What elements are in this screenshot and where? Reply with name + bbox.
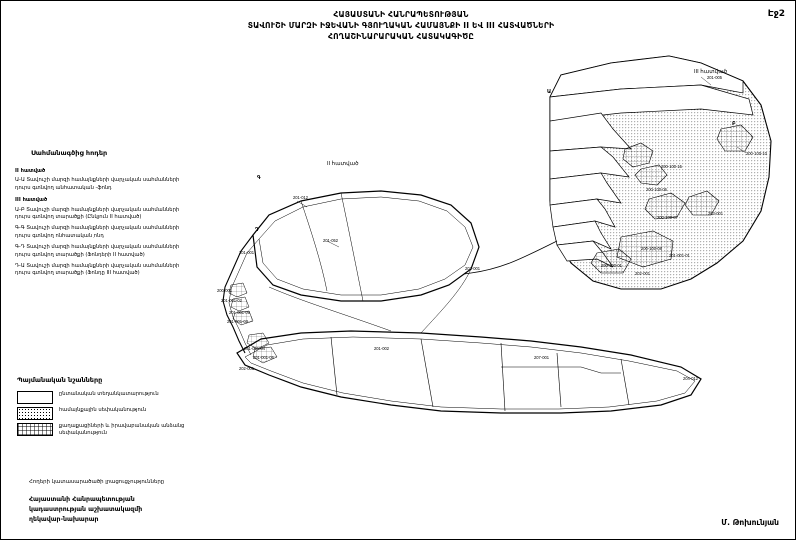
legend-symbol-label: քաղաքացիների և իրավաբանական անձանց սեփականություն bbox=[59, 423, 185, 437]
title-line-1: ՀԱՅԱUՏԱՆԻ ՀԱՆՐԱՊԵՏՈՒԹՅԱՆ bbox=[333, 10, 469, 19]
parcel-label: 201-001-02 bbox=[221, 298, 242, 303]
border-mark-a: Ա bbox=[547, 89, 552, 95]
parcel-label: 200-100-10 bbox=[746, 151, 767, 156]
swatch-state-property-icon bbox=[17, 391, 53, 404]
sheet-number: Էջ2 bbox=[767, 9, 785, 19]
footer-note: Հողերի կատասարածածի լրացուցչությունները bbox=[29, 479, 165, 485]
legend-symbol-label: ընտանական տեղանկատարություն bbox=[59, 391, 159, 397]
parcel-label: 202-001 bbox=[635, 271, 651, 276]
parcel-label: 201-001-09 bbox=[229, 310, 250, 315]
footer-org-line-2: կադաստրության աշխատակազմի bbox=[29, 506, 143, 513]
legend-entry: Ա-Բ Տավուշի մարզի համայնքների վարչական սահմանների դուրս գտնվող տարածքի (Ընկյուն II հատված) bbox=[15, 206, 180, 221]
title-line-3: ՀՈՂԱՇԻՆԱՐԱՐԱԿԱՆ ՀԱՏԱԿԱԳԻԾԸ bbox=[328, 32, 474, 41]
parcel-label: 201-001 bbox=[239, 250, 255, 255]
symbols-legend-title: Պայմանական նշանները bbox=[17, 376, 103, 384]
parcel-label: 201-001-03 bbox=[227, 319, 248, 324]
parcel-label: 201-001-06 bbox=[253, 355, 274, 360]
legend-symbol-row bbox=[17, 423, 227, 437]
zone-label-3: III հատված bbox=[694, 69, 728, 75]
parcel-label: 207-001 bbox=[534, 355, 550, 360]
parcel-label: 201-012 bbox=[293, 195, 309, 200]
parcel-label: 200-100-01 bbox=[601, 263, 622, 268]
parcel-label: 200-100-07 bbox=[657, 215, 678, 220]
legend-symbol-row bbox=[17, 407, 227, 420]
parcel-label: 200-100-06 bbox=[646, 187, 667, 192]
title-line-2: ՏԱՎՈՒՇԻ ՄԱՐԶԻ ԻՋԵՎԱՆԻ ԳՅՈՒՂԱԿԱՆ ՀԱՄԱՅՆՔԻ II ԵՎ III ՀԱՏՎԱԾՆԵՐԻ bbox=[247, 21, 555, 30]
zone-2-outline bbox=[253, 191, 479, 301]
parcel-label: 201-001-04 bbox=[244, 346, 265, 351]
legend-title: Սահմանագծից հոդեր bbox=[31, 149, 108, 157]
border-mark-g: Գ bbox=[257, 175, 261, 181]
swatch-community-property-icon bbox=[17, 407, 53, 420]
legend-entry: Ա-Ա Տավուշի մարզի համայնքների վարչական սահմանների դուրս գտնվող անհատական ֊ֆոնդ bbox=[15, 177, 180, 191]
legend-symbol-label: համայնքային սեփականություն bbox=[59, 407, 147, 413]
border-mark-d: Դ bbox=[255, 227, 259, 233]
parcel-label: 201-052 bbox=[323, 238, 339, 243]
parcel-label: 200-100-08 bbox=[641, 246, 662, 251]
footer-organization bbox=[29, 495, 249, 525]
parcel-label: 202-001 bbox=[465, 266, 481, 271]
border-mark-b: Բ bbox=[732, 121, 736, 127]
legend-entry: Դ-Ա Տավուշի մարզի համայնքների վարչական սահմանների դուրս գտնվող տարածքի (Ֆոնդը III հատված) bbox=[15, 263, 180, 277]
parcel-label: 201-001-01 bbox=[669, 253, 690, 258]
parcel-label: 201-005 bbox=[707, 75, 723, 80]
parcel-label: 202-001 bbox=[239, 366, 255, 371]
legend-entry: Գ-Դ Տավուշի մարզի համայնքների վարչական սահմանների դուրս գտնվող տարածքի (Ֆոնդերի II հատված) bbox=[15, 244, 180, 258]
footer-org-line-3: ղեկավար-նախարար bbox=[29, 516, 99, 523]
symbols-legend bbox=[17, 391, 227, 440]
swatch-private-property-icon bbox=[17, 423, 53, 436]
footer-org-line-1: Հայաստանի Հանրապետության bbox=[29, 496, 135, 503]
parcel-label: 200-001 bbox=[217, 288, 233, 293]
legend-group-heading: II հատված bbox=[15, 168, 46, 174]
parcel-label: 201-002 bbox=[374, 346, 390, 351]
signature-name: Մ. Թոխունյան bbox=[721, 518, 779, 527]
lower-block-outline bbox=[237, 331, 701, 413]
legend-symbol-row bbox=[17, 391, 227, 404]
zone-label-2: II հատված bbox=[327, 161, 359, 167]
legend-boundaries bbox=[15, 163, 195, 282]
parcel-label: 200-100-15 bbox=[661, 164, 682, 169]
legend-entry: Գ-Գ Տավուշի մարզի համայնքների վարչական սահմանների դուրս գտնվող ոնհատական ֖ոնդ bbox=[15, 225, 180, 239]
legend-group-heading: III հատված bbox=[15, 197, 48, 204]
parcel-label: 203-001 bbox=[708, 211, 724, 216]
parcel-label: 204-012 bbox=[683, 376, 699, 381]
